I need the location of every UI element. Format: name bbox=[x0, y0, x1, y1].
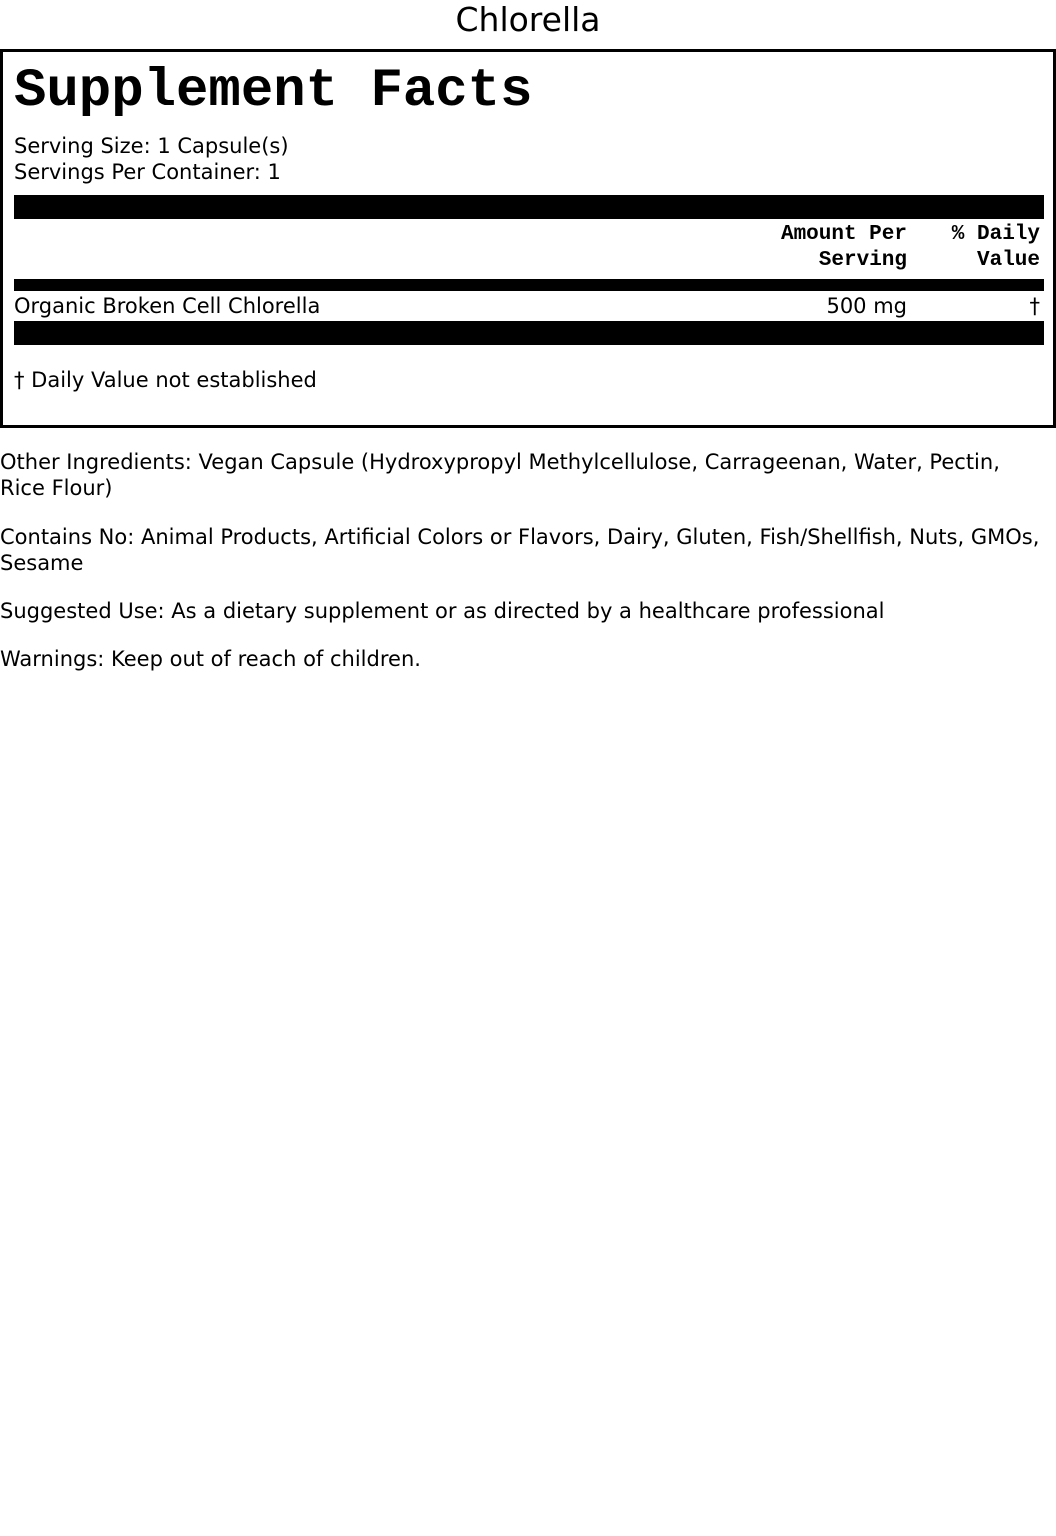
servings-per-container: Servings Per Container: 1 bbox=[14, 160, 281, 184]
ingredient-name: Organic Broken Cell Chlorella bbox=[14, 294, 321, 318]
medium-divider bbox=[14, 279, 1044, 291]
ingredient-daily-value: † bbox=[1029, 294, 1040, 318]
daily-value-header-line1: % Daily bbox=[951, 223, 1040, 246]
supplement-facts-heading: Supplement Facts bbox=[14, 61, 533, 122]
daily-value-header-line2: Value bbox=[976, 249, 1040, 272]
amount-header-line1: Amount Per bbox=[780, 223, 907, 246]
suggested-use: Suggested Use: As a dietary supplement or as directed by a healthcare professional bbox=[0, 599, 885, 623]
ingredient-amount: 500 mg bbox=[826, 294, 907, 318]
daily-value-header bbox=[952, 222, 1040, 274]
amount-header-line2: Serving bbox=[818, 249, 907, 272]
contains-no: Contains No: Animal Products, Artificial Colors or Flavors, Dairy, Gluten, Fish/Shellfish, Nuts, GMOs, Sesame bbox=[0, 525, 1040, 575]
amount-per-serving-header bbox=[781, 222, 907, 274]
thick-divider-top bbox=[14, 195, 1044, 219]
serving-size: Serving Size: 1 Capsule(s) bbox=[14, 134, 289, 158]
other-ingredients: Other Ingredients: Vegan Capsule (Hydroxypropyl Methylcellulose, Carrageenan, Water, Pectin, Rice Flour) bbox=[0, 450, 1000, 500]
supplement-facts-panel bbox=[0, 49, 1056, 428]
daily-value-footnote: † Daily Value not established bbox=[14, 368, 317, 392]
thick-divider-bottom bbox=[14, 321, 1044, 345]
warnings: Warnings: Keep out of reach of children. bbox=[0, 647, 421, 671]
product-title: Chlorella bbox=[455, 0, 601, 39]
